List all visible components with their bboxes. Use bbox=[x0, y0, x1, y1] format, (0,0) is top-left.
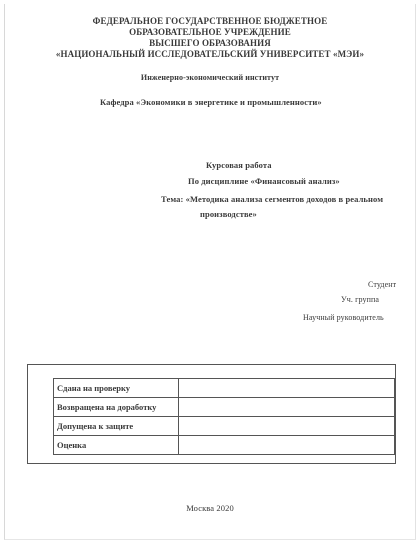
review-value-grade bbox=[179, 436, 395, 455]
review-value-returned bbox=[179, 398, 395, 417]
institute-name: Инженерно-экономический институт bbox=[140, 73, 280, 82]
table-row bbox=[54, 417, 395, 436]
table-row bbox=[54, 436, 395, 455]
advisor-label: Научный руководитель bbox=[303, 313, 384, 322]
review-label-admitted: Допущена к защите bbox=[54, 417, 179, 436]
review-value-admitted bbox=[179, 417, 395, 436]
header-line-4: «НАЦИОНАЛЬНЫЙ ИССЛЕДОВАТЕЛЬСКИЙ УНИВЕРСИТЕТ «МЭИ» bbox=[55, 49, 365, 59]
city-year: Москва 2020 bbox=[186, 503, 234, 513]
work-type: Курсовая работа bbox=[206, 160, 272, 170]
student-label: Студент bbox=[368, 280, 397, 289]
review-label-grade: Оценка bbox=[54, 436, 179, 455]
department-name: Кафедра «Экономики в энергетике и промышленности» bbox=[100, 97, 322, 107]
review-label-submitted: Сдана на проверку bbox=[54, 379, 179, 398]
review-table bbox=[53, 378, 395, 455]
header-line-2: ОБРАЗОВАТЕЛЬНОЕ УЧРЕЖДЕНИЕ bbox=[129, 27, 291, 37]
header-line-3: ВЫСШЕГО ОБРАЗОВАНИЯ bbox=[149, 38, 271, 48]
topic-line-2: производстве» bbox=[200, 209, 257, 219]
table-row bbox=[54, 379, 395, 398]
review-label-returned: Возвращена на доработку bbox=[54, 398, 179, 417]
group-label: Уч. группа bbox=[341, 295, 379, 304]
review-value-submitted bbox=[179, 379, 395, 398]
table-row bbox=[54, 398, 395, 417]
discipline: По дисциплине «Финансовый анализ» bbox=[188, 176, 340, 186]
topic-line-1: Тема: «Методика анализа сегментов доходов в реальном bbox=[161, 194, 384, 204]
header-line-1: ФЕДЕРАЛЬНОЕ ГОСУДАРСТВЕННОЕ БЮДЖЕТНОЕ bbox=[92, 16, 328, 26]
